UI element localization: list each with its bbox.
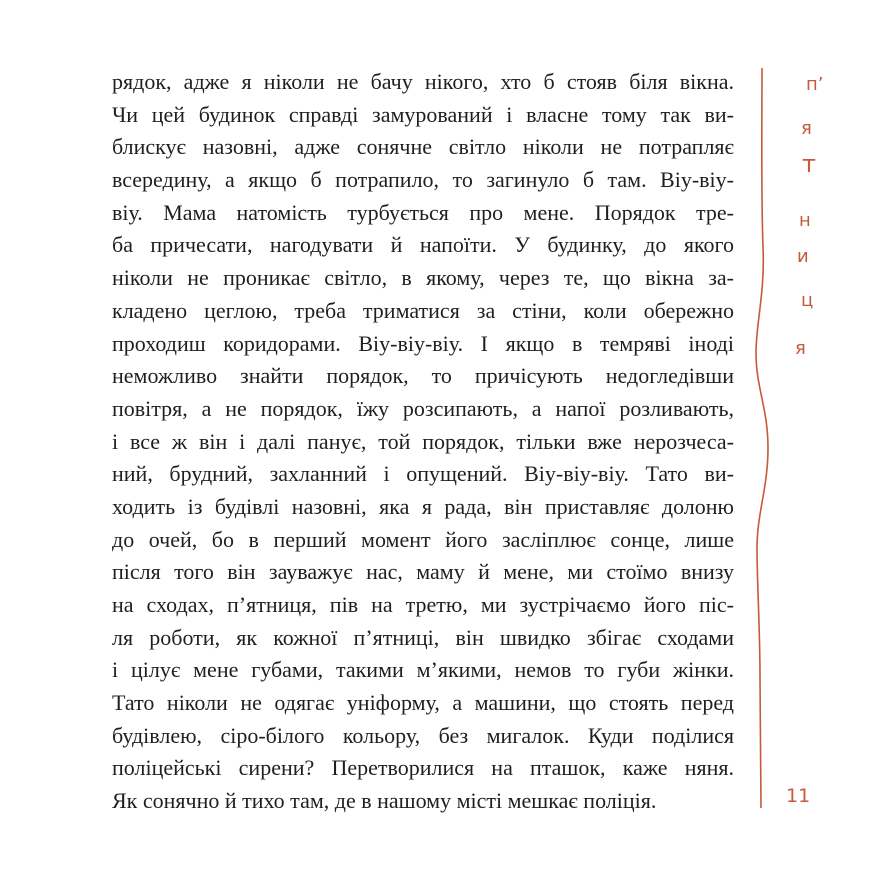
text-line: і цілує мене губами, такими м’якими, немов то губи жінки.	[112, 657, 734, 683]
page-number: 11	[786, 785, 811, 807]
side-heading-letter: я	[801, 118, 812, 139]
text-line: неможливо знайти порядок, то причісують недогледівши	[112, 363, 734, 389]
text-line: всередину, а якщо б потрапило, то загинуло б там. Віу-віу-	[112, 167, 734, 193]
body-text	[112, 66, 734, 818]
text-line: поліцейські сирени? Перетворилися на пташок, каже няня.	[112, 755, 734, 781]
text-line: віу. Мама натомість турбується про мене. Порядок тре-	[112, 199, 734, 225]
side-heading-letter: н	[799, 210, 811, 231]
text-line: після того він зауважує нас, маму й мене, ми стоїмо внизу	[112, 559, 734, 585]
text-line: повітря, а не порядок, їжу розсипають, а напої розливають,	[112, 395, 734, 421]
text-line: Чи цей будинок справді замурований і власне тому так ви-	[112, 101, 734, 127]
side-wavy-rule	[748, 68, 778, 808]
side-heading-letter: п’	[806, 74, 824, 95]
text-line: до очей, бо в перший момент його засліплює сонце, лише	[112, 526, 734, 552]
side-heading-letter: я	[795, 338, 806, 359]
text-line: кладено цеглою, треба триматися за стіни, коли обережно	[112, 297, 734, 323]
text-line: на сходах, п’ятниця, пів на третю, ми зустрічаємо його піс-	[112, 592, 734, 617]
text-line: блискує назовні, адже сонячне світло ніколи не потрапляє	[112, 134, 734, 160]
text-line: ля роботи, як кожної п’ятниці, він швидко збігає сходами	[112, 624, 734, 650]
side-heading-letter: ц	[801, 290, 814, 311]
side-heading-letter: т	[802, 150, 816, 178]
text-line: ба причесати, нагодувати й напоїти. У будинку, до якого	[112, 232, 734, 258]
text-line: і все ж він і далі панує, той порядок, тільки вже нерозчеса-	[112, 428, 734, 454]
text-line: ніколи не проникає світло, в якому, через те, що вікна за-	[112, 265, 734, 291]
text-line: Тато ніколи не одягає уніформу, а машини, що стоять перед	[112, 690, 734, 716]
text-line: рядок, адже я ніколи не бачу нікого, хто б стояв біля вікна.	[112, 69, 734, 94]
text-line: будівлею, сіро-білого кольору, без мигалок. Куди поділися	[112, 722, 734, 748]
text-line: проходиш коридорами. Віу-віу-віу. І якщо в темряві іноді	[112, 330, 734, 356]
side-heading-letter: и	[797, 246, 809, 267]
text-line: ний, брудний, захланний і опущений. Віу-віу-віу. Тато ви-	[112, 461, 734, 487]
text-line: Як сонячно й тихо там, де в нашому місті мешкає поліція.	[112, 788, 657, 814]
text-line: ходить із будівлі назовні, яка я рада, він приставляє долоню	[112, 493, 734, 519]
